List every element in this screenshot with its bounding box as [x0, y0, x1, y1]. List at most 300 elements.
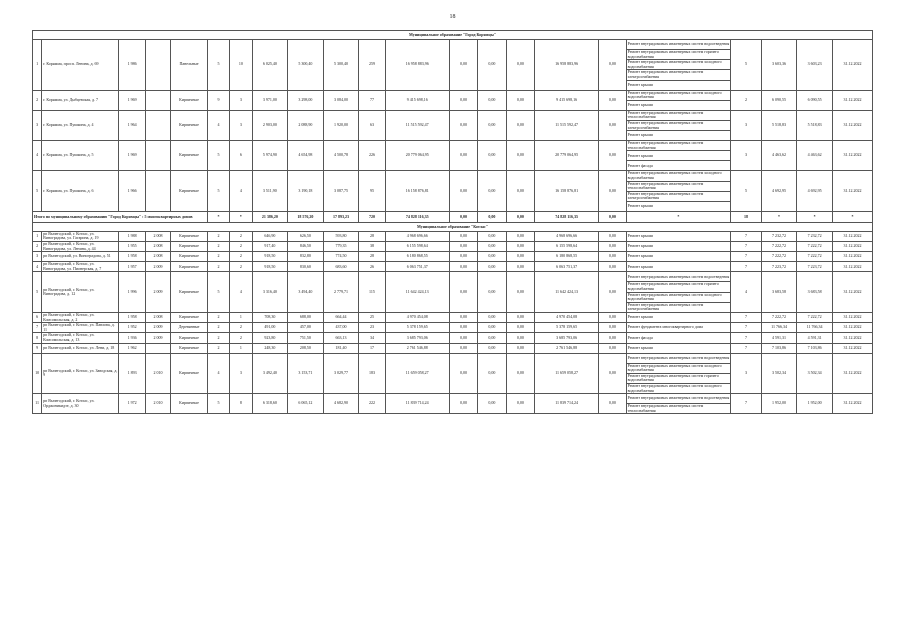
cell-area_res: 4 654,98	[288, 141, 324, 171]
cell-area_res: 6 065,12	[288, 394, 324, 414]
cell-c3: 0,00	[506, 313, 534, 323]
cell-wall: Кирпичные	[171, 394, 208, 414]
cell-people: 226	[359, 141, 385, 171]
cell-work-type: Ремонт внутридомовых инженерных систем электроснабжения	[626, 191, 731, 201]
cell-wall: Кирпичные	[171, 353, 208, 394]
cell-area_priv: 3 087,75	[323, 171, 359, 212]
cell-work-type: Ремонт крыши	[626, 242, 731, 252]
cell-address: рп Вычегодский, г. Котлас, ул. Орджоникидзе, д. 30	[42, 394, 119, 414]
cell-date: 31.12.2022	[832, 90, 872, 110]
cell-area_res: 3 298,00	[288, 90, 324, 110]
cell-k: 7	[731, 394, 761, 414]
cell-k: 5	[731, 40, 761, 91]
cell-c2: 0,00	[478, 40, 506, 91]
cell-area_res: 846,50	[288, 242, 324, 252]
cell-year2: 2 008	[145, 242, 170, 252]
cell-year: 1 958	[119, 252, 145, 262]
cell-work-type: Ремонт крыши	[626, 262, 731, 272]
cell-wall: Кирпичные	[171, 343, 208, 353]
table-row	[33, 110, 873, 120]
total-k: 18	[731, 211, 761, 222]
cell-c2: 0,00	[478, 252, 506, 262]
cell-address: рп Вычегодский, г. Котлас, ул. Виноградова, ул. Ленина, д. 44	[42, 242, 119, 252]
cell-year: 1 936	[119, 333, 145, 343]
cell-own: 20 779 064,95	[535, 141, 599, 171]
cell-wall: Кирпичные	[171, 141, 208, 171]
cell-work-type: Ремонт внутридомовых инженерных систем электроснабжения	[626, 70, 731, 80]
cell-entr: 10	[230, 40, 252, 91]
cell-date: 31.12.2022	[832, 141, 872, 171]
cell-date: 31.12.2022	[832, 313, 872, 323]
cell-address: рп Вычегодский, г. Котлас, ул. Виноградова, ул. Пионерская, д. 7	[42, 262, 119, 272]
cell-work-type: Ремонт внутридомовых инженерных систем холодного водоснабжения	[626, 171, 731, 181]
cell-work-type: Ремонт крыши	[626, 151, 731, 161]
cell-floors: 4	[207, 353, 229, 394]
cell-entr: 4	[230, 171, 252, 212]
cell-area: 3 492,40	[252, 353, 288, 394]
table-row	[33, 90, 873, 100]
cell-work-type: Ремонт внутридомовых инженерных систем водоотведения	[626, 40, 731, 50]
cell-no: 4	[33, 262, 42, 272]
cell-area_priv: 437,00	[323, 323, 359, 333]
total-c1: 0,00	[449, 211, 477, 222]
cell-u2: 4 591,31	[797, 333, 833, 343]
cell-c2: 0,00	[478, 141, 506, 171]
cell-u1: 4 692,95	[761, 171, 797, 212]
cell-date: 31.12.2022	[832, 343, 872, 353]
cell-floors: 5	[207, 171, 229, 212]
cell-c1: 0,00	[449, 231, 477, 241]
cell-floors: 2	[207, 343, 229, 353]
total-x1: *	[207, 211, 229, 222]
total-c2: 0,00	[478, 211, 506, 222]
cell-u2: 7 222,72	[797, 242, 833, 252]
cell-no: 5	[33, 171, 42, 212]
cell-k: 3	[731, 110, 761, 140]
cell-entr: 3	[230, 90, 252, 110]
cell-area: 3 971,00	[252, 90, 288, 110]
cell-date: 31.12.2022	[832, 323, 872, 333]
cell-wall: Кирпичные	[171, 272, 208, 313]
cell-c3: 0,00	[506, 323, 534, 333]
cell-k: 5	[731, 171, 761, 212]
cell-area: 491,00	[252, 323, 288, 333]
cell-year: 1 969	[119, 141, 145, 171]
cell-own: 11 659 058,27	[535, 353, 599, 394]
cell-no: 11	[33, 394, 42, 414]
cell-area_res: 208,50	[288, 343, 324, 353]
cell-total: 20 779 064,95	[385, 141, 449, 171]
cell-floors: 2	[207, 333, 229, 343]
table-row	[33, 272, 873, 282]
cell-year: 1 958	[119, 313, 145, 323]
cell-c5: 0,00	[599, 313, 626, 323]
cell-u2: 7 103,86	[797, 343, 833, 353]
table-row	[33, 171, 873, 181]
cell-work-type: Ремонт фасада	[626, 333, 731, 343]
cell-date: 31.12.2022	[832, 333, 872, 343]
cell-year: 1 972	[119, 394, 145, 414]
cell-own: 6 180 868,55	[535, 252, 599, 262]
cell-c3: 0,00	[506, 394, 534, 414]
total-area_priv: 17 893,23	[323, 211, 359, 222]
cell-floors: 5	[207, 141, 229, 171]
cell-u2: 7 232,72	[797, 231, 833, 241]
cell-u1: 7 222,72	[761, 242, 797, 252]
total-works: *	[626, 211, 731, 222]
cell-u1: 7 232,72	[761, 231, 797, 241]
cell-area: 248,30	[252, 343, 288, 353]
cell-c5: 0,00	[599, 394, 626, 414]
cell-u1: 7 222,72	[761, 252, 797, 262]
cell-area: 918,50	[252, 262, 288, 272]
table-row	[33, 343, 873, 353]
capital-repair-table	[32, 30, 873, 414]
cell-work-type: Ремонт крыши	[626, 231, 731, 241]
cell-date: 31.12.2022	[832, 394, 872, 414]
cell-no: 3	[33, 252, 42, 262]
cell-year: 1 996	[119, 272, 145, 313]
cell-k: 7	[731, 313, 761, 323]
cell-own: 16 158 876,81	[535, 171, 599, 212]
cell-work-type: Ремонт внутридомовых инженерных систем электроснабжения	[626, 302, 731, 312]
cell-u1: 3 603,36	[761, 40, 797, 91]
cell-area_priv: 774,50	[323, 252, 359, 262]
cell-c5: 0,00	[599, 343, 626, 353]
cell-total: 3 685 793,06	[385, 333, 449, 343]
cell-year2: 2 008	[145, 313, 170, 323]
cell-no: 2	[33, 242, 42, 252]
total-label: Итого по муниципальному образованию "Город Корямцы" : 5 многоквартирных домов	[33, 211, 208, 222]
table-row	[33, 40, 873, 50]
cell-total: 11 642 424,13	[385, 272, 449, 313]
cell-address: рп Вычегодский, г. Котлас, ул. Комсомольская, д. 2	[42, 313, 119, 323]
cell-c3: 0,00	[506, 242, 534, 252]
cell-c1: 0,00	[449, 171, 477, 212]
cell-work-type: Ремонт внутридомовых инженерных систем горячего водоснабжения	[626, 50, 731, 60]
cell-u1: 4 463,62	[761, 141, 797, 171]
cell-year: 1 986	[119, 40, 145, 91]
cell-c1: 0,00	[449, 394, 477, 414]
cell-area_res: 5 300,40	[288, 40, 324, 91]
cell-work-type: Ремонт внутридомовых инженерных систем теплоснабжения	[626, 404, 731, 414]
cell-floors: 2	[207, 262, 229, 272]
cell-work-type: Ремонт крыши	[626, 252, 731, 262]
cell-c2: 0,00	[478, 353, 506, 394]
cell-year2: 2 009	[145, 272, 170, 313]
cell-total: 6 155 598,64	[385, 242, 449, 252]
cell-c3: 0,00	[506, 252, 534, 262]
cell-u1: 3 683,58	[761, 272, 797, 313]
cell-address: рп Вычегодский, г. Котлас, ул. Комсомольская, д. 13	[42, 333, 119, 343]
cell-date: 31.12.2022	[832, 40, 872, 91]
total-area: 21 386,20	[252, 211, 288, 222]
cell-year2	[145, 343, 170, 353]
cell-work-type: Ремонт крыши	[626, 201, 731, 211]
cell-people: 259	[359, 40, 385, 91]
cell-area: 646,90	[252, 231, 288, 241]
total-total: 74 828 116,35	[385, 211, 449, 222]
cell-floors: 5	[207, 272, 229, 313]
table-row	[33, 394, 873, 404]
table-row	[33, 323, 873, 333]
cell-no: 3	[33, 110, 42, 140]
cell-entr: 3	[230, 353, 252, 394]
cell-people: 183	[359, 353, 385, 394]
cell-address: г. Коряжма, ул. Пушкина, д. 4	[42, 110, 119, 140]
cell-floors: 2	[207, 242, 229, 252]
cell-u2: 11 766,34	[797, 323, 833, 333]
cell-u1: 1 952,00	[761, 394, 797, 414]
cell-year: 1 955	[119, 242, 145, 252]
cell-wall: Деревянные	[171, 323, 208, 333]
cell-c5: 0,00	[599, 252, 626, 262]
document-sheet	[32, 30, 873, 414]
cell-u1: 7 103,86	[761, 343, 797, 353]
cell-own: 11 642 424,13	[535, 272, 599, 313]
cell-c5: 0,00	[599, 353, 626, 394]
cell-total: 11 659 058,27	[385, 353, 449, 394]
cell-c2: 0,00	[478, 272, 506, 313]
cell-total: 6 063 751,37	[385, 262, 449, 272]
cell-total: 16 958 883,96	[385, 40, 449, 91]
total-x2: *	[230, 211, 252, 222]
cell-k: 7	[731, 242, 761, 252]
cell-u2: 3 502,34	[797, 353, 833, 394]
cell-u2: 6 090,55	[797, 90, 833, 110]
cell-c3: 0,00	[506, 110, 534, 140]
cell-area_priv: 4 500,78	[323, 141, 359, 171]
cell-total: 4 970 454,08	[385, 313, 449, 323]
total-area_res: 18 576,20	[288, 211, 324, 222]
cell-entr: 8	[230, 394, 252, 414]
cell-work-type: Ремонт внутридомовых инженерных систем электроснабжения	[626, 120, 731, 130]
cell-entr: 1	[230, 313, 252, 323]
cell-u2: 7 222,72	[797, 313, 833, 323]
table-row	[33, 333, 873, 343]
cell-year: 1 893	[119, 353, 145, 394]
cell-k: 3	[731, 353, 761, 394]
cell-area: 708,30	[252, 313, 288, 323]
cell-people: 23	[359, 323, 385, 333]
cell-people: 26	[359, 262, 385, 272]
cell-own: 4 970 454,08	[535, 313, 599, 323]
cell-floors: 4	[207, 110, 229, 140]
cell-k: 2	[731, 90, 761, 110]
cell-work-type: Ремонт крыши	[626, 131, 731, 141]
section-title: Муниципальное образование "Город Корямцы"	[33, 31, 873, 40]
cell-c1: 0,00	[449, 90, 477, 110]
cell-c1: 0,00	[449, 110, 477, 140]
cell-year: 1 962	[119, 343, 145, 353]
cell-people: 25	[359, 313, 385, 323]
cell-people: 28	[359, 231, 385, 241]
cell-total: 9 415 698,16	[385, 90, 449, 110]
cell-year: 1 964	[119, 110, 145, 140]
cell-own: 9 415 698,16	[535, 90, 599, 110]
cell-floors: 2	[207, 252, 229, 262]
page-number: 18	[449, 14, 456, 20]
cell-area_priv: 779,35	[323, 242, 359, 252]
cell-year2: 2 008	[145, 231, 170, 241]
section-header	[33, 31, 873, 40]
cell-c2: 0,00	[478, 231, 506, 241]
cell-area_priv: 663,13	[323, 333, 359, 343]
cell-area_priv: 4 682,90	[323, 394, 359, 414]
cell-area_res: 3 153,71	[288, 353, 324, 394]
cell-c1: 0,00	[449, 343, 477, 353]
cell-year: 1 988	[119, 231, 145, 241]
cell-u2: 3 683,58	[797, 272, 833, 313]
cell-entr: 2	[230, 231, 252, 241]
cell-area: 2 903,00	[252, 110, 288, 140]
cell-c3: 0,00	[506, 353, 534, 394]
cell-address: рп Вычегодский, г. Котлас, ул. Виноградова, ул. Гагарина, д. 19	[42, 231, 119, 241]
cell-year: 1 952	[119, 323, 145, 333]
cell-c5: 0,00	[599, 141, 626, 171]
cell-address: г. Коряжма, ул. Пушкина, д. 6	[42, 171, 119, 212]
cell-area: 917,40	[252, 242, 288, 252]
cell-entr: 4	[230, 272, 252, 313]
cell-u1: 7 223,72	[761, 262, 797, 272]
cell-work-type: Ремонт фасада	[626, 161, 731, 171]
cell-wall: Кирпичные	[171, 110, 208, 140]
cell-c1: 0,00	[449, 141, 477, 171]
cell-area: 3 316,40	[252, 272, 288, 313]
cell-c1: 0,00	[449, 272, 477, 313]
cell-u1: 5 518,83	[761, 110, 797, 140]
cell-work-type: Ремонт фундамента многоквартирного дома	[626, 323, 731, 333]
cell-no: 5	[33, 272, 42, 313]
section-header	[33, 222, 873, 231]
cell-u2: 4 463,62	[797, 141, 833, 171]
cell-c2: 0,00	[478, 343, 506, 353]
cell-year2: 2 009	[145, 262, 170, 272]
table-row	[33, 231, 873, 241]
cell-work-type: Ремонт внутридомовых инженерных систем водоотведения	[626, 353, 731, 363]
cell-no: 1	[33, 40, 42, 91]
cell-c1: 0,00	[449, 333, 477, 343]
cell-c1: 0,00	[449, 252, 477, 262]
cell-c2: 0,00	[478, 242, 506, 252]
cell-year: 1 966	[119, 171, 145, 212]
cell-work-type: Ремонт внутридомовых инженерных систем теплоснабжения	[626, 110, 731, 120]
cell-total: 16 158 876,81	[385, 171, 449, 212]
cell-c3: 0,00	[506, 90, 534, 110]
cell-wall: Кирпичные	[171, 231, 208, 241]
cell-area_priv: 683,60	[323, 262, 359, 272]
cell-work-type: Ремонт внутридомовых инженерных систем холодного водоснабжения	[626, 60, 731, 70]
cell-u2: 4 692,95	[797, 171, 833, 212]
cell-year2: 2 009	[145, 323, 170, 333]
cell-work-type: Ремонт внутридомовых инженерных систем холодного водоснабжения	[626, 90, 731, 100]
cell-total: 2 761 546,88	[385, 343, 449, 353]
cell-c5: 0,00	[599, 40, 626, 91]
cell-date: 31.12.2022	[832, 171, 872, 212]
cell-floors: 2	[207, 231, 229, 241]
cell-k: 4	[731, 272, 761, 313]
cell-area_res: 3 190,18	[288, 171, 324, 212]
cell-area_res: 3 494,40	[288, 272, 324, 313]
cell-k: 7	[731, 252, 761, 262]
cell-work-type: Ремонт внутридомовых инженерных систем горячего водоснабжения	[626, 373, 731, 383]
cell-date: 31.12.2022	[832, 252, 872, 262]
cell-work-type: Ремонт крыши	[626, 313, 731, 323]
cell-c3: 0,00	[506, 333, 534, 343]
cell-c1: 0,00	[449, 262, 477, 272]
cell-c2: 0,00	[478, 171, 506, 212]
table-row	[33, 242, 873, 252]
cell-address: г. Коряжма, ул. Дыбцевская, д. 7	[42, 90, 119, 110]
cell-people: 17	[359, 343, 385, 353]
cell-own: 2 761 546,88	[535, 343, 599, 353]
cell-work-type: Ремонт внутридомовых инженерных систем теплоснабжения	[626, 181, 731, 191]
cell-own: 3 685 793,06	[535, 333, 599, 343]
total-c3: 0,00	[506, 211, 534, 222]
cell-area: 918,50	[252, 252, 288, 262]
cell-total: 11 839 714,24	[385, 394, 449, 414]
cell-c3: 0,00	[506, 40, 534, 91]
cell-u1: 11 766,34	[761, 323, 797, 333]
cell-people: 77	[359, 90, 385, 110]
cell-k: 7	[731, 333, 761, 343]
cell-work-type: Ремонт крыши	[626, 100, 731, 110]
cell-wall: Панельные	[171, 40, 208, 91]
cell-wall: Кирпичные	[171, 252, 208, 262]
cell-date: 31.12.2022	[832, 231, 872, 241]
cell-u2: 7 223,72	[797, 262, 833, 272]
cell-own: 6 063 751,37	[535, 262, 599, 272]
cell-k: 7	[731, 231, 761, 241]
cell-u1: 4 591,31	[761, 333, 797, 343]
table-row	[33, 353, 873, 363]
cell-no: 7	[33, 323, 42, 333]
cell-area_res: 626,50	[288, 231, 324, 241]
cell-area_res: 832,80	[288, 252, 324, 262]
cell-area_priv: 5 300,40	[323, 40, 359, 91]
total-people: 720	[359, 211, 385, 222]
cell-c1: 0,00	[449, 353, 477, 394]
cell-entr: 6	[230, 141, 252, 171]
cell-c2: 0,00	[478, 333, 506, 343]
cell-no: 4	[33, 141, 42, 171]
cell-area_res: 2 088,90	[288, 110, 324, 140]
cell-area_res: 751,50	[288, 333, 324, 343]
cell-work-type: Ремонт внутридомовых инженерных систем водоотведения	[626, 394, 731, 404]
cell-c1: 0,00	[449, 313, 477, 323]
cell-entr: 2	[230, 252, 252, 262]
cell-u1: 6 090,55	[761, 90, 797, 110]
cell-year2	[145, 141, 170, 171]
cell-wall: Кирпичные	[171, 90, 208, 110]
cell-wall: Кирпичные	[171, 242, 208, 252]
cell-c5: 0,00	[599, 323, 626, 333]
cell-c1: 0,00	[449, 323, 477, 333]
table-row	[33, 313, 873, 323]
cell-c5: 0,00	[599, 333, 626, 343]
cell-date: 31.12.2022	[832, 262, 872, 272]
cell-work-type: Ремонт внутридомовых инженерных систем холодного водоснабжения	[626, 292, 731, 302]
cell-own: 4 968 696,66	[535, 231, 599, 241]
cell-u2: 7 222,72	[797, 252, 833, 262]
cell-year: 1 957	[119, 262, 145, 272]
cell-floors: 5	[207, 40, 229, 91]
cell-year2: 2 010	[145, 394, 170, 414]
cell-own: 11 515 592,47	[535, 110, 599, 140]
cell-address: г. Коряжма, просп. Ленина, д. 69	[42, 40, 119, 91]
cell-total: 11 515 592,47	[385, 110, 449, 140]
cell-no: 6	[33, 313, 42, 323]
